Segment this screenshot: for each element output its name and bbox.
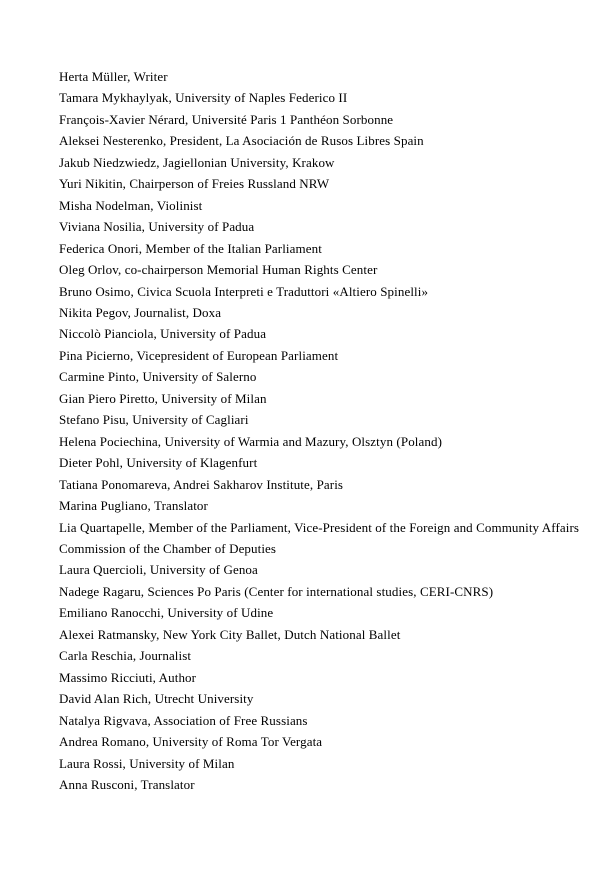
signatory-line: Laura Quercioli, University of Genoa: [59, 562, 258, 578]
signatory-line: Alexei Ratmansky, New York City Ballet, Dutch National Ballet: [59, 626, 401, 642]
signatory-line: Nadege Ragaru, Sciences Po Paris (Center for international studies, CERI-CNRS): [59, 583, 494, 599]
signatory-line: Gian Piero Piretto, University of Milan: [59, 390, 267, 406]
signatory-line: Carla Reschia, Journalist: [59, 648, 192, 664]
signatory-line: Nikita Pegov, Journalist, Doxa: [59, 304, 222, 320]
signatory-line: Marina Pugliano, Translator: [59, 498, 208, 514]
signatory-line: Emiliano Ranocchi, University of Udine: [59, 605, 274, 621]
signatory-line: Jakub Niedzwiedz, Jagiellonian University, Krakow: [59, 154, 335, 170]
signatory-line: Tatiana Ponomareva, Andrei Sakharov Institute, Paris: [59, 476, 344, 492]
signatory-line: Natalya Rigvava, Association of Free Russians: [59, 712, 308, 728]
signatory-line: Misha Nodelman, Violinist: [59, 197, 203, 213]
signatory-line: Helena Pociechina, University of Warmia and Mazury, Olsztyn (Poland): [59, 433, 443, 449]
signatory-line: Laura Rossi, University of Milan: [59, 755, 235, 771]
signatory-line: Lia Quartapelle, Member of the Parliament, Vice-President of the Foreign and Community Affairs: [59, 519, 580, 535]
signatory-line: Aleksei Nesterenko, President, La Asociación de Rusos Libres Spain: [59, 133, 424, 149]
signatory-line: Stefano Pisu, University of Cagliari: [59, 412, 249, 428]
signatory-line: Commission of the Chamber of Deputies: [59, 540, 277, 556]
signatory-line: Massimo Ricciuti, Author: [59, 669, 197, 685]
signatory-line: David Alan Rich, Utrecht University: [59, 691, 254, 707]
signatory-line: Oleg Orlov, co-chairperson Memorial Human Rights Center: [59, 262, 378, 278]
signatory-line: Herta Müller, Writer: [59, 69, 168, 84]
signatory-line: Pina Picierno, Vicepresident of European Parliament: [59, 347, 339, 363]
signatory-line: Niccolò Pianciola, University of Padua: [59, 326, 267, 342]
signatory-line: Carmine Pinto, University of Salerno: [59, 369, 257, 385]
signatory-line: Viviana Nosilia, University of Padua: [59, 219, 255, 235]
signatory-line: Federica Onori, Member of the Italian Parliament: [59, 240, 322, 256]
signatory-line: François-Xavier Nérard, Université Paris 1 Panthéon Sorbonne: [59, 111, 394, 127]
signatory-line: Tamara Mykhaylyak, University of Naples Federico II: [59, 90, 348, 106]
signatory-line: Anna Rusconi, Translator: [59, 776, 195, 792]
signatory-line: Dieter Pohl, University of Klagenfurt: [59, 455, 258, 471]
signatory-line: Bruno Osimo, Civica Scuola Interpreti e Traduttori «Altiero Spinelli»: [59, 283, 429, 299]
signatory-line: Andrea Romano, University of Roma Tor Vergata: [59, 734, 323, 750]
signatory-list: [59, 66, 580, 795]
signatory-line: Yuri Nikitin, Chairperson of Freies Russland NRW: [59, 176, 330, 192]
